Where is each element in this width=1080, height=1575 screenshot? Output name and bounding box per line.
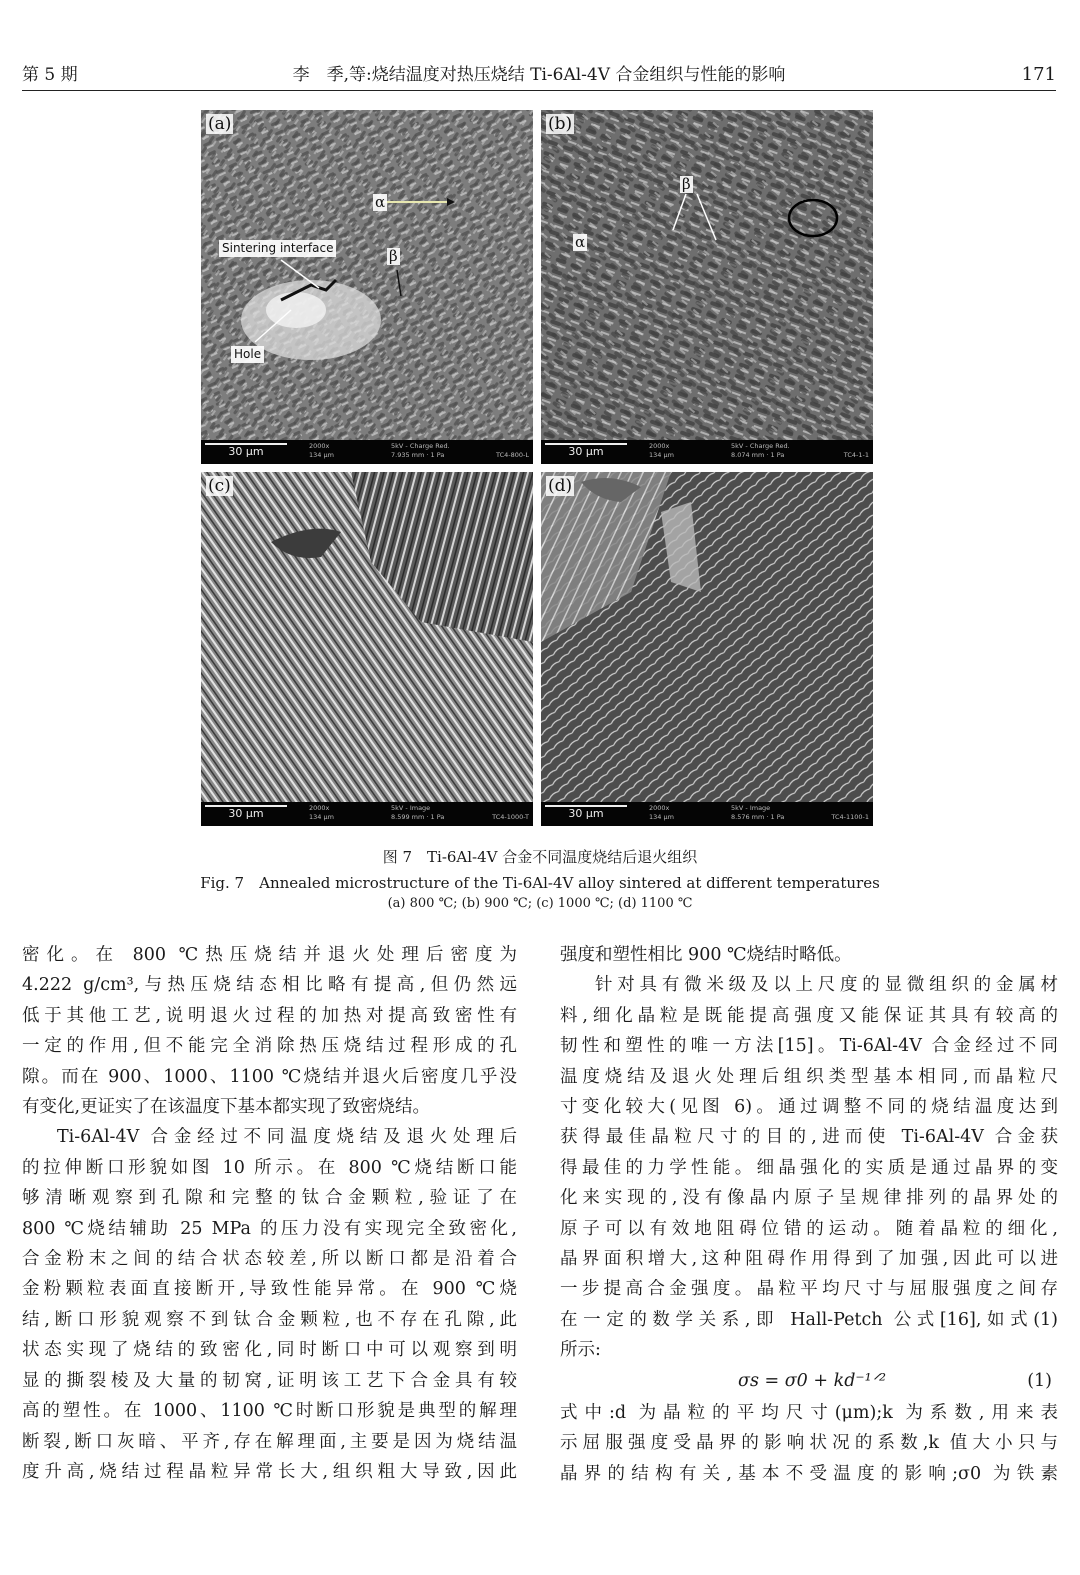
text-line: 显的撕裂棱及大量的韧窝,证明该工艺下合金具有较 (22, 1370, 517, 1391)
formula-number: (1) (1027, 1370, 1052, 1391)
text-line: 原子可以有效地阻碍位错的运动。随着晶粒的细化, (560, 1218, 1058, 1239)
text-line: 合金粉末之间的结合状态较差,所以断口都是沿着合 (22, 1249, 517, 1270)
running-header (22, 62, 1056, 91)
text-line: 的拉伸断口形貌如图 10 所示。在 800 ℃烧结断口能 (22, 1157, 517, 1178)
text-line: 密化。在 800 ℃热压烧结并退火处理后密度为 (22, 945, 517, 965)
running-title: 李 季,等:烧结温度对热压烧结 Ti-6Al-4V 合金组织与性能的影响 (292, 65, 786, 85)
scale-bar-c: 30 μm (205, 804, 287, 820)
sem-panel-a (201, 110, 533, 464)
sample-code-c: TC4-1000-T (492, 813, 529, 821)
text-line: 获得最佳晶粒尺寸的目的,进而使 Ti-6Al-4V 合金获 (560, 1127, 1058, 1148)
text-line: 一步提高合金强度。晶粒平均尺寸与屈服强度之间存 (560, 1279, 1058, 1300)
figure-7 (201, 110, 873, 826)
figure-caption-cn: 图 7 Ti-6Al-4V 合金不同温度烧结后退火组织 (382, 848, 698, 866)
issue-number: 第 5 期 (22, 65, 78, 85)
text-line: 在一定的数学关系,即 Hall-Petch 公式[16],如式(1) (560, 1309, 1058, 1330)
sample-code-d: TC4-1100-1 (831, 813, 869, 821)
sem-info-b: 2000x 5kV - Charge Red. 134 μm 8.074 mm · 1 Pa (649, 442, 790, 459)
text-line: 一定的作用,但不能完全消除热压烧结过程形成的孔 (22, 1036, 517, 1057)
sem-info-c: 2000x 5kV - Image 134 μm 8.599 mm · 1 Pa (309, 804, 445, 821)
sem-info-a: 2000x 5kV - Charge Red. 134 μm 7.935 mm · 1 Pa (309, 442, 450, 459)
text-line: 示屈服强度受晶界的影响状况的系数,k 值大小只与 (560, 1433, 1058, 1454)
sem-info-d: 2000x 5kV - Image 134 μm 8.576 mm · 1 Pa (649, 804, 785, 821)
sem-panel-b (541, 110, 873, 464)
sem-databar-b (541, 440, 873, 464)
alpha-label-a: α (375, 193, 386, 211)
micrograph-a (201, 110, 533, 440)
sample-code-b: TC4-1-1 (843, 451, 869, 459)
text-line: 高的塑性。在 1000、1100 ℃时断口形貌是典型的解理 (22, 1401, 517, 1422)
text-line: 得最佳的力学性能。细晶强化的实质是通过晶界的变 (560, 1157, 1058, 1178)
sem-panel-d (541, 472, 873, 826)
panel-label-a: (a) (208, 114, 232, 134)
panel-label-c: (c) (208, 476, 231, 496)
micrograph-c (201, 472, 533, 802)
text-line: 韧性和塑性的唯一方法[15]。Ti-6Al-4V 合金经过不同 (560, 1036, 1058, 1057)
alpha-label-b: α (575, 233, 586, 251)
figure-caption-subpanels: (a) 800 ℃; (b) 900 ℃; (c) 1000 ℃; (d) 1100 ℃ (387, 896, 693, 911)
text-line: 晶界面积增大,这种阻碍作用得到了加强,因此可以进 (560, 1249, 1058, 1270)
hall-petch-formula (560, 1366, 1058, 1398)
sem-databar-d (541, 802, 873, 826)
text-line: 隙。而在 900、1000、1100 ℃烧结并退火后密度几乎没 (22, 1066, 517, 1087)
text-line: 低于其他工艺,说明退火过程的加热对提高致密性有 (22, 1005, 517, 1026)
text-line: 度升高,烧结过程晶粒异常长大,组织粗大导致,因此 (22, 1461, 517, 1482)
formula-expression: σs = σ0 + kd⁻¹ᐟ² (738, 1370, 887, 1391)
sample-code-a: TC4-800-L (496, 451, 529, 459)
page-number: 171 (1021, 64, 1056, 85)
text-line: Ti-6Al-4V 合金经过不同温度烧结及退火处理后 (57, 1127, 517, 1148)
text-line: 有变化,更证实了在该温度下基本都实现了致密烧结。 (22, 1097, 431, 1118)
text-line: 温度烧结及退火处理后组织类型基本相同,而晶粒尺 (560, 1066, 1058, 1087)
beta-label-b: β (682, 175, 691, 193)
text-line: 化来实现的,没有像晶内原子呈规律排列的晶界处的 (560, 1188, 1058, 1209)
figure-caption-en: Fig. 7 Annealed microstructure of the Ti-6Al-4V alloy sintered at different temperatures (200, 874, 880, 892)
text-line: 式中:d 为晶粒的平均尺寸(μm);k 为系数,用来表 (560, 1402, 1058, 1423)
micrograph-b (541, 110, 873, 440)
text-line: 料,细化晶粒是既能提高强度又能保证其具有较高的 (560, 1005, 1058, 1026)
text-line: 针对具有微米级及以上尺度的显微组织的金属材 (595, 975, 1058, 996)
text-line: 800 ℃烧结辅助 25 MPa 的压力没有实现完全致密化, (22, 1218, 517, 1239)
right-column (560, 940, 1058, 1489)
sem-databar-a (201, 440, 533, 464)
sem-panel-c (201, 472, 533, 826)
text-line: 状态实现了烧结的致密化,同时断口中可以观察到明 (22, 1340, 517, 1361)
scale-bar-d: 30 μm (545, 804, 627, 820)
left-column (22, 940, 517, 1487)
text-line: 断裂,断口灰暗、平齐,存在解理面,主要是因为烧结温 (22, 1431, 517, 1452)
text-line: 4.222 g/cm³,与热压烧结态相比略有提高,但仍然远 (22, 975, 517, 996)
text-line: 够清晰观察到孔隙和完整的钛合金颗粒,验证了在 (22, 1188, 517, 1209)
beta-label-a: β (389, 247, 398, 265)
panel-label-b: (b) (548, 114, 573, 134)
sintering-interface-label: Sintering interface (219, 240, 336, 257)
panel-label-d: (d) (548, 476, 573, 496)
text-line: 结,断口形貌观察不到钛合金颗粒,也不存在孔隙,此 (22, 1309, 517, 1330)
scale-bar-a: 30 μm (205, 442, 287, 458)
micrograph-d (541, 472, 873, 802)
sem-databar-c (201, 802, 533, 826)
text-line: 晶界的结构有关,基本不受温度的影响;σ0 为铁素 (560, 1463, 1058, 1484)
scale-bar-b: 30 μm (545, 442, 627, 458)
text-line: 金粉颗粒表面直接断开,导致性能异常。在 900 ℃烧 (22, 1279, 517, 1300)
text-line: 寸变化较大(见图 6)。通过调整不同的烧结温度达到 (560, 1097, 1058, 1118)
text-line: 强度和塑性相比 900 ℃烧结时略低。 (560, 945, 852, 965)
hole-label: Hole (231, 346, 264, 363)
text-line: 所示: (560, 1340, 601, 1361)
